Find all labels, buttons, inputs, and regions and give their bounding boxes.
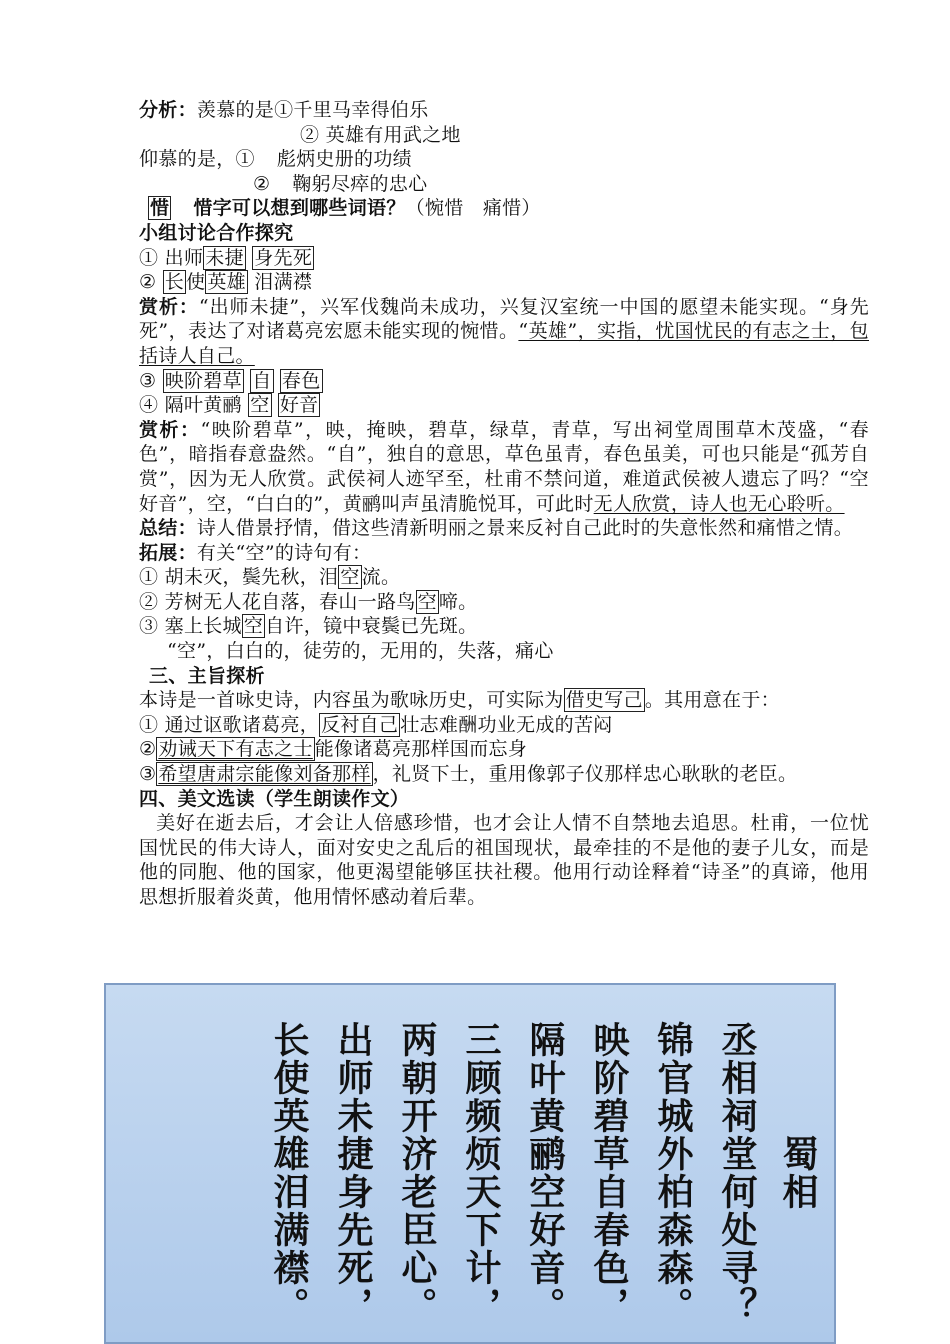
xi-question-line bbox=[139, 196, 869, 221]
verse-num: ① bbox=[139, 246, 159, 269]
analysis-admire-2-num: ② bbox=[253, 172, 271, 195]
xi-question: 惜字可以想到哪些词语？ bbox=[193, 197, 406, 220]
section4-heading: 四、美文选读（学生朗读作文） bbox=[139, 787, 410, 810]
section3-heading: 三、主旨探析 bbox=[149, 664, 265, 687]
poem-line: 锦官城外柏森森。 bbox=[652, 1021, 693, 1325]
keyword-box: 空 bbox=[340, 566, 360, 589]
quote-text: 啼。 bbox=[438, 590, 478, 613]
poem-panel bbox=[104, 983, 836, 1344]
extension-intro-line bbox=[139, 541, 869, 566]
verse-line-3 bbox=[139, 369, 869, 394]
analysis-envy-line bbox=[139, 98, 869, 123]
extension-meaning: “空”，白白的，徒劳的，无用的，失落，痛心 bbox=[167, 640, 554, 663]
analysis-label: 分析： bbox=[139, 99, 197, 121]
keyword-box: 身先死 bbox=[254, 246, 313, 269]
section3-point-2 bbox=[139, 737, 869, 762]
section3-intro-text: 。其用意在于： bbox=[644, 689, 780, 712]
extension-intro: 有关“空”的诗句有： bbox=[196, 541, 372, 564]
appreciation-text: “出师未捷”，兴军伐魏尚未成功，兴复汉室统一中国的愿望未能实现。“身先死”，表达了对诸葛亮宏愿未能实现的惋惜。 bbox=[139, 295, 869, 343]
section4-paragraph: 美好在逝去后，才会让人倍感珍惜，也才会让人情不自禁地去追思。杜甫，一位忧国忧民的伟大诗人，面对安史之乱后的祖国现状，最牵挂的不是他的妻子儿女，而是他的同胞、他的国家，他更渴望能够匡扶社稷。他用行动诠释着“诗圣”的真谛，他用思想折服着炎黄，他用情怀感动着后辈。 bbox=[139, 812, 869, 908]
analysis-admire-2-line bbox=[139, 172, 869, 197]
section3-intro-text: 本诗是一首咏史诗，内容虽为歌咏历史，可实际为 bbox=[139, 689, 564, 712]
keyword-box: 英雄 bbox=[207, 271, 246, 294]
keyword-box: 好音 bbox=[279, 394, 319, 417]
keyword-box: 空 bbox=[243, 615, 264, 638]
quote-text: 胡未灭，鬓先秋，泪 bbox=[164, 566, 339, 589]
quote-num: ① bbox=[139, 566, 159, 589]
quote-text: 芳树无人花自落，春山一路鸟 bbox=[164, 590, 416, 613]
section3-intro bbox=[139, 688, 869, 713]
xi-char-box: 惜 bbox=[150, 197, 170, 220]
verse-text: 泪满襟 bbox=[254, 271, 313, 294]
summary-paragraph bbox=[139, 516, 869, 541]
verse-text: 使 bbox=[186, 271, 206, 294]
appreciation-paragraph-1 bbox=[139, 295, 869, 369]
analysis-envy-2-line bbox=[139, 123, 869, 148]
poem-line: 出师未捷身先死， bbox=[332, 1021, 373, 1325]
verse-text: 隔叶黄鹂 bbox=[164, 394, 242, 417]
xi-answer: （惋惜 痛惜） bbox=[405, 197, 541, 220]
appreciation-label: 赏析： bbox=[139, 295, 199, 318]
point-num: ① bbox=[139, 713, 159, 736]
analysis-envy-intro: 羡慕的是①千里马幸得伯乐 bbox=[196, 99, 429, 121]
section3-point-3 bbox=[139, 762, 869, 787]
verse-num: ③ bbox=[139, 369, 157, 392]
extension-quote-3 bbox=[139, 614, 869, 639]
verse-num: ② bbox=[139, 271, 157, 294]
quote-text: 流。 bbox=[361, 566, 401, 589]
keyword-box: 劝诫天下有志之士 bbox=[158, 738, 313, 761]
analysis-envy-2: ② 英雄有用武之地 bbox=[300, 123, 461, 146]
poem-line: 隔叶黄鹂空好音。 bbox=[524, 1021, 565, 1325]
point-text: 通过讴歌诸葛亮， bbox=[164, 713, 320, 736]
appreciation-label: 赏析： bbox=[139, 418, 201, 441]
verse-num: ④ bbox=[139, 394, 159, 417]
point-text: ，礼贤下士，重用像郭子仪那样忠心耿耿的老臣。 bbox=[372, 763, 798, 786]
keyword-box: 未捷 bbox=[205, 246, 244, 269]
keyword-box: 借史写己 bbox=[565, 689, 643, 712]
keyword-box: 空 bbox=[417, 590, 437, 613]
keyword-box: 空 bbox=[250, 394, 270, 417]
analysis-admire-line bbox=[139, 147, 869, 172]
point-num: ③ bbox=[139, 763, 157, 786]
appreciation-paragraph-2 bbox=[139, 418, 869, 516]
appreciation-underlined: “英雄”，实指，忧国忧民的有志之士，包括诗人自己。 bbox=[139, 320, 869, 367]
verse-text: 出师 bbox=[164, 246, 204, 269]
poem-line: 丞相祠堂何处寻？ bbox=[716, 1021, 757, 1325]
extension-quote-2 bbox=[139, 590, 869, 615]
section3-point-1 bbox=[139, 713, 869, 738]
keyword-box: 映阶碧草 bbox=[164, 369, 242, 392]
quote-num: ② bbox=[139, 590, 159, 613]
summary-text: 诗人借景抒情，借这些清新明丽之景来反衬自己此时的失意怅然和痛惜之情。 bbox=[196, 517, 854, 540]
poem-line: 长使英雄泪满襟。 bbox=[268, 1021, 309, 1325]
keyword-box: 反衬自己 bbox=[321, 713, 399, 736]
poem-line: 映阶碧草自春色， bbox=[588, 1021, 629, 1325]
keyword-box: 春色 bbox=[281, 369, 321, 392]
appreciation-text: “映阶碧草”，映，掩映，碧草，绿草，青草，写出祠堂周围草木茂盛，“春色”，暗指春意盎然。“自”，独自的意思，草色虽青，春色虽美，可也只能是“孤芳自赏”，因为无人欣赏。武侯祠人迹罕至，杜甫不禁问道，难道武侯被人遗忘了吗？“空好音”，空，“白白的”，黄鹂叫声虽清脆悦耳，可此时 bbox=[139, 418, 869, 515]
quote-num: ③ bbox=[139, 615, 159, 638]
document-body bbox=[139, 98, 869, 910]
point-num: ② bbox=[139, 738, 157, 761]
point-text: 壮志难酬功业无成的苦闷 bbox=[400, 713, 613, 736]
summary-label: 总结： bbox=[139, 517, 197, 540]
extension-label: 拓展： bbox=[139, 541, 197, 564]
analysis-admire-2: 鞠躬尽瘁的忠心 bbox=[292, 172, 428, 195]
keyword-box: 希望唐肃宗能像刘备那样 bbox=[158, 763, 371, 786]
appreciation-underlined: 无人欣赏，诗人也无心聆听。 bbox=[593, 492, 845, 515]
analysis-admire-intro: 仰慕的是，① bbox=[139, 148, 255, 171]
verse-line-2 bbox=[139, 270, 869, 295]
verse-line-4 bbox=[139, 393, 869, 418]
keyword-box: 自 bbox=[252, 369, 272, 392]
point-text: 能像诸葛亮那样国而忘身 bbox=[314, 738, 528, 761]
quote-text: 自许，镜中衰鬓已先斑。 bbox=[265, 615, 478, 638]
verse-line-1 bbox=[139, 246, 869, 271]
group-heading: 小组讨论合作探究 bbox=[139, 221, 294, 244]
quote-text: 塞上长城 bbox=[164, 615, 242, 638]
analysis-admire-1: 彪炳史册的功绩 bbox=[276, 148, 412, 171]
poem-line: 两朝开济老臣心。 bbox=[396, 1021, 437, 1325]
extension-quote-1 bbox=[139, 565, 869, 590]
keyword-box: 长 bbox=[164, 271, 184, 294]
poem-line: 三顾频烦天下计， bbox=[460, 1021, 501, 1325]
poem-title: 蜀相 bbox=[777, 1135, 818, 1211]
